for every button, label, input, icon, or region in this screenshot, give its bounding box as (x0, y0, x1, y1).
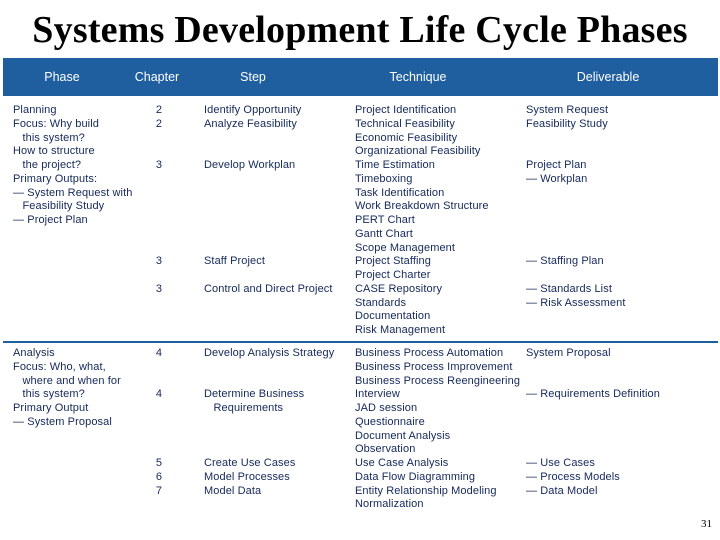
planning-chapters-d: 3 (155, 283, 163, 295)
planning-steps-c: Staff Project (204, 255, 266, 267)
analysis-steps-b: Determine Business Requirements (204, 388, 305, 414)
planning-chapters-c: 3 (155, 255, 163, 267)
table-header-row (3, 58, 718, 96)
analysis-deliverables-c: — Use Cases — Process Models — Data Model (526, 457, 620, 497)
planning-chapters-b: 3 (155, 159, 163, 171)
planning-deliverables-a: System Request Feasibility Study (526, 104, 609, 130)
planning-steps-d: Control and Direct Project (204, 283, 333, 295)
planning-phase-cell: Planning Focus: Why build this system? How to structure the project? Primary Outputs: — System Request with Feasibility Study — Project Plan (13, 104, 133, 226)
row-separator (3, 341, 718, 343)
slide-title: Systems Development Life Cycle Phases (32, 9, 688, 51)
planning-techniques: Project Identification Technical Feasibility Economic Feasibility Organizational Feasibility Time Estimation Timeboxing Task Identification Work Breakdown Structure PERT Chart Gantt Chart Scope Management Project Staffing Project Charter CASE Repository Standards Documentation Risk Management (355, 104, 489, 336)
planning-chapters-a: 2 2 (155, 104, 163, 130)
header-phase: Phase (44, 70, 80, 84)
header-technique: Technique (389, 70, 447, 84)
analysis-chapters-c: 5 6 7 (155, 457, 163, 497)
sdlc-phases-table (3, 58, 718, 513)
planning-deliverables-b: Project Plan — Workplan (526, 159, 588, 185)
page-number: 31 (701, 518, 712, 530)
analysis-phase-cell: Analysis Focus: Who, what, where and when for this system? Primary Output — System Proposal (13, 347, 121, 428)
analysis-chapters-b: 4 (155, 388, 163, 400)
header-step: Step (240, 70, 266, 84)
analysis-deliverables-b: — Requirements Definition (526, 388, 660, 400)
analysis-techniques: Business Process Automation Business Process Improvement Business Process Reengineering Interview JAD session Questionnaire Document Analysis Observation Use Case Analysis Data Flow Diagramming Entity Relationship Modeling Normalization (355, 347, 521, 511)
header-deliverable: Deliverable (576, 70, 640, 84)
planning-deliverables-d: — Standards List — Risk Assessment (526, 283, 626, 309)
analysis-steps-a: Develop Analysis Strategy (204, 347, 335, 359)
planning-steps-a: Identify Opportunity Analyze Feasibility (204, 104, 302, 130)
analysis-chapters-a: 4 (155, 347, 163, 359)
analysis-deliverables-a: System Proposal (526, 347, 611, 359)
planning-deliverables-c: — Staffing Plan (526, 255, 604, 267)
header-chapter: Chapter (134, 70, 180, 84)
planning-steps-b: Develop Workplan (204, 159, 296, 171)
analysis-steps-c: Create Use Cases Model Processes Model Data (204, 457, 296, 497)
